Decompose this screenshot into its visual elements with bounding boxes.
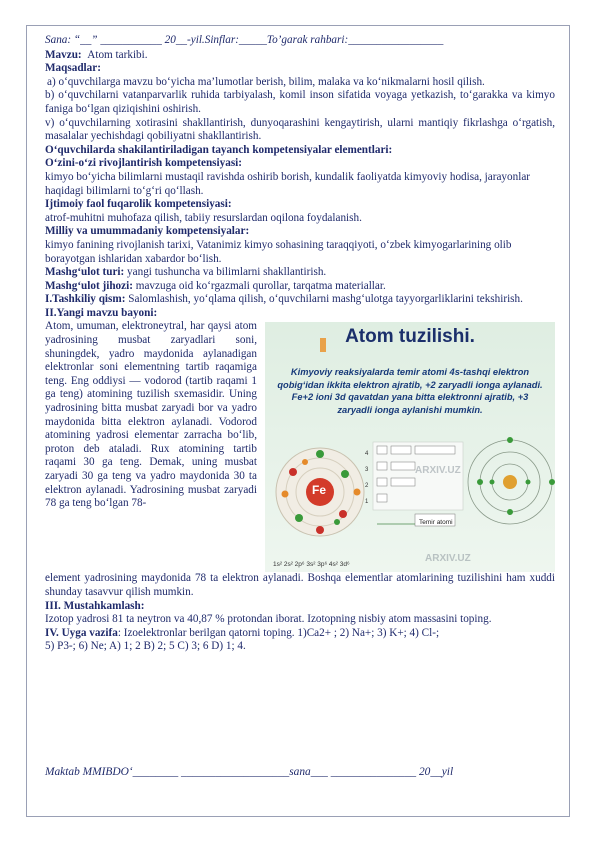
aims-heading: Maqsadlar: bbox=[45, 62, 101, 75]
new-topic-left-text: Atom, umuman, elektroneytral, har qaysi atom yadrosining musbat zaryadlari soni, shuningdek, yadro maydonida aylanadigan elektronlar soni elementning tartib raqamiga teng. Eng oddiysi — vodorod (tartib raqami 1 ga teng) atomining tuzilish sxemasidir. Uning yadrosining bitta musbat zaryadi bor va yadro maydonida bitta elektron aylanadi. Vodorod atomining yadrosi elementar zarracha bo‘lib, proton deb ataladi. Rux atomining tartib raqami 30 ga teng. Demak, uning musbat zaryadi 30 ga teng va yadro maydonida 30 ta elektron aylanadi. Yadrosining musbat zaryadi 78 ga teng bo‘lgan 78- bbox=[45, 320, 257, 510]
level-2: 2 bbox=[365, 483, 369, 490]
social-text: atrof-muhitni muhofaza qilish, tabiiy resurslardan oqilona foydalanish. bbox=[45, 211, 362, 224]
aim-b: b) o‘quvchilarni vatanparvarlik ruhida tarbiyalash, komil inson sifatida voyaga yetkazish, to‘garakka va kimyo faniga bo‘lgan qiziqishini oshirish. bbox=[45, 89, 555, 115]
header-line: Sana: “__” ___________ 20__-yil.Sinflar:_____To’garak rahbari:_________________ bbox=[45, 34, 444, 46]
lesson-type-label: Mashg‘ulot turi: bbox=[45, 266, 125, 279]
topic-value: Atom tarkibi. bbox=[87, 48, 148, 61]
equipment-value: mavzuga oid ko‘rgazmali qurollar, tarqatma materiallar. bbox=[135, 279, 386, 292]
level-3: 3 bbox=[365, 467, 369, 474]
national-heading: Milliy va umummadaniy kompetensiyalar: bbox=[45, 225, 250, 238]
footer-line: Maktab MMIBDO‘________ ___________________sana___ _______________ 20__yil bbox=[45, 766, 454, 778]
reinforce-text: Izotop yadrosi 81 ta neytron va 40,87 % protondan iborat. Izotopning nisbiy atom massasini toping. bbox=[45, 613, 492, 626]
atom-structure-figure bbox=[265, 322, 555, 572]
level-1: 1 bbox=[365, 499, 369, 506]
org-label: I.Tashkiliy qism: bbox=[45, 293, 126, 306]
org-value: Salomlashish, yo‘qlama qilish, o‘quvchilarni mashg‘ulotga tayyorgarliklarini tekshirish. bbox=[128, 293, 523, 306]
new-topic-rest-text: element yadrosining maydonida 78 ta elektron aylanadi. Boshqa elementlar atomlarining tuzilishini ham xuddi shunday tasavvur qilish mumkin. bbox=[45, 572, 555, 599]
level-4: 4 bbox=[365, 451, 369, 458]
iron-atom-label: Temir atomi bbox=[419, 519, 453, 527]
new-topic-heading: II.Yangi mavzu bayoni: bbox=[45, 306, 158, 319]
watermark-top: ARXIV.UZ bbox=[415, 465, 461, 477]
self-dev-heading: O‘zini-o‘zi rivojlantirish kompetensiyasi: bbox=[45, 157, 243, 170]
self-dev-text: kimyo bo‘yicha bilimlarni mustaqil ravishda oshirib borish, kundalik faoliyatda kimyoviy hodisa, jarayonlar haqidagi bilimlarni to‘g‘ri qo‘llash. bbox=[45, 170, 531, 197]
aim-a: a) o‘quvchilarga mavzu bo‘yicha ma’lumotlar berish, bilim, malaka va ko‘nikmalarni hosil qilish. bbox=[47, 75, 485, 88]
atom-illustration bbox=[265, 322, 555, 572]
level-numbers bbox=[365, 446, 375, 510]
social-heading: Ijtimoiy faol fuqarolik kompetensiyasi: bbox=[45, 198, 232, 211]
lesson-type-value: yangi tushuncha va bilimlarni shakllantirish. bbox=[127, 266, 327, 279]
homework-text: : Izoelektronlar berilgan qatorni toping. 1)Ca2+ ; 2) Na+; 3) K+; 4) Cl-; bbox=[117, 626, 440, 639]
national-text: kimyo fanining rivojlanish tarixi, Vatanimiz kimyo sohasining taraqqiyoti, o‘zbek kimyogarlarining olib borayotgan ishlaridan xabardor bo‘lish. bbox=[45, 238, 512, 265]
figure-caption: Kimyoviy reaksiyalarda temir atomi 4s-tashqi elektron qobig‘idan ikkita elektron ajratib, +2 zaryadli ionga aylanadi. Fe+2 ioni 3d qavatdan yana bitta elektronni ajratib, +3 zaryadli ionga aylanishi mumkin. bbox=[277, 367, 543, 415]
watermark-bottom: ARXIV.UZ bbox=[425, 553, 471, 565]
figure-title: Atom tuzilishi. bbox=[345, 326, 475, 348]
electron-configuration: 1s² 2s² 2p⁶ 3s² 3p⁶ 4s² 3d⁶ bbox=[273, 561, 350, 569]
document-body bbox=[45, 34, 555, 654]
aim-v: v) o‘quvchilarning xotirasini shakllantirish, dunyoqarashini kengaytirish, ularni mantiqiy fikrlashga o‘rgatish, masalalar yechishdagi qobiliyatni shakllantirish. bbox=[45, 116, 555, 143]
equipment-label: Mashg‘ulot jihozi: bbox=[45, 279, 133, 292]
homework-answers: 5) P3-; 6) Ne; A) 1; 2 B) 2; 5 C) 3; 6 D) 1; 4. bbox=[45, 640, 246, 653]
competencies-heading: O‘quvchilarda shakilantiriladigan tayanch kompetensiyalar elementlari: bbox=[45, 143, 393, 156]
iron-symbol: Fe bbox=[312, 483, 327, 498]
reinforce-heading: III. Mustahkamlash: bbox=[45, 599, 145, 612]
homework-label: IV. Uyga vazifa bbox=[45, 626, 118, 639]
topic-label: Mavzu: bbox=[45, 48, 82, 61]
